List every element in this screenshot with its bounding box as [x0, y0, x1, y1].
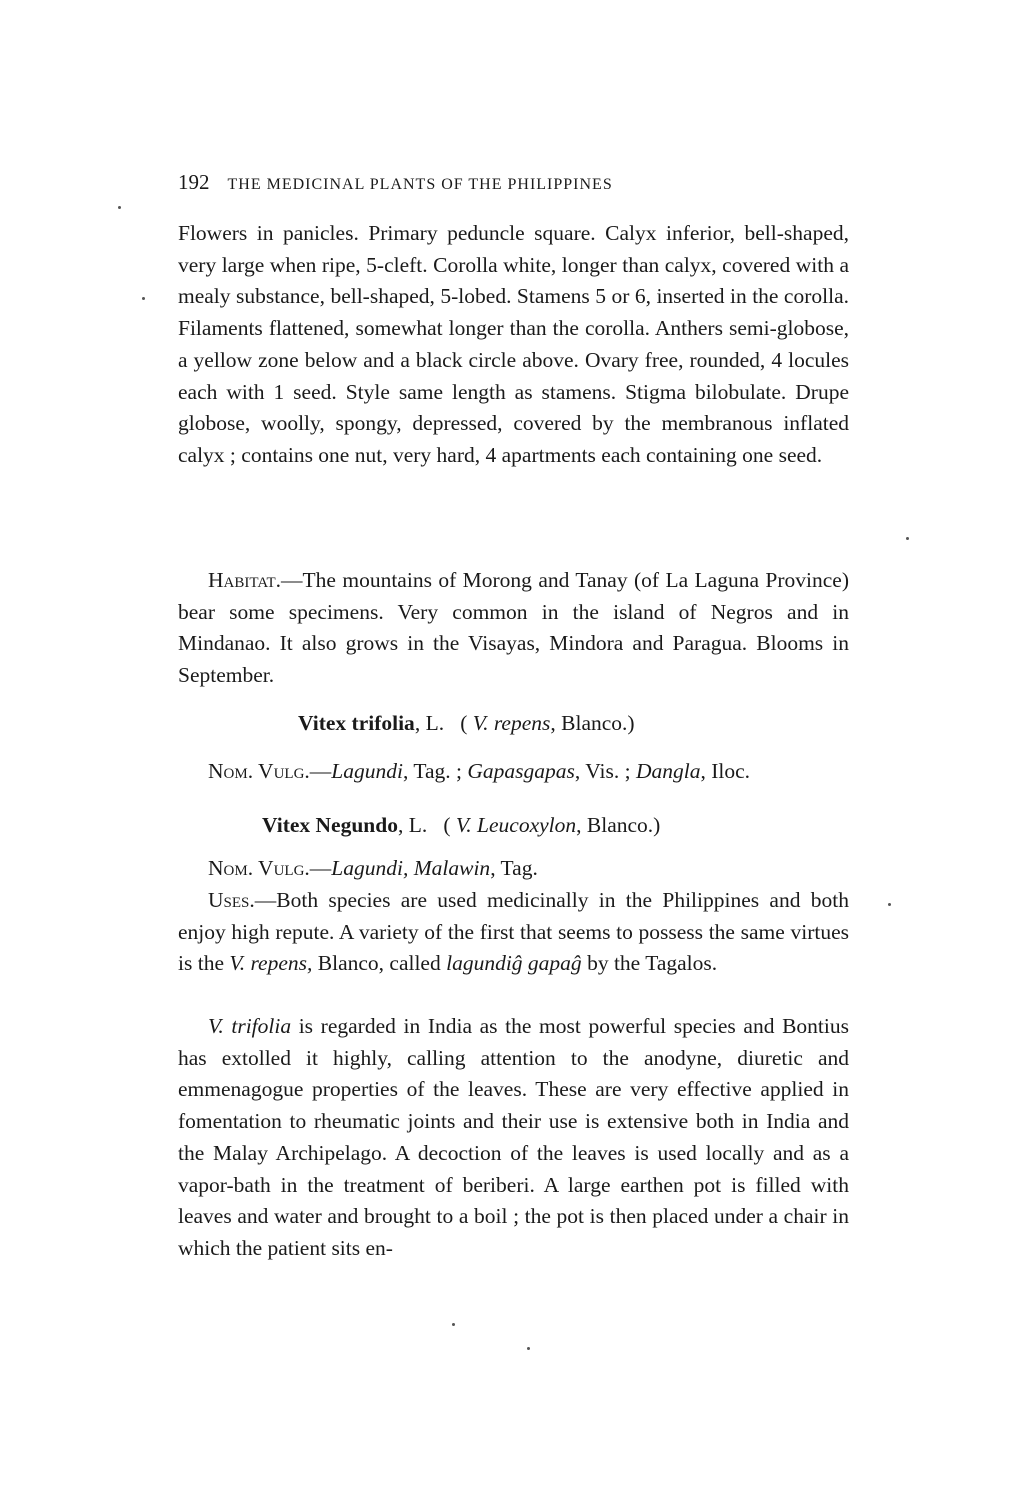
- synonym-author: , Blanco.): [576, 813, 661, 837]
- species-ref: V. trifolia: [208, 1014, 292, 1038]
- vernacular-name: Dangla: [635, 759, 701, 783]
- synonym: V. repens: [472, 711, 551, 735]
- uses-paragraph: [178, 885, 849, 980]
- scan-speck: [142, 297, 145, 300]
- running-title: THE MEDICINAL PLANTS OF THE PHILIPPINES: [227, 176, 613, 193]
- vernacular-names-negundo: [178, 853, 849, 885]
- vernacular-lang: , Tag. ;: [402, 759, 468, 783]
- uses-text: Both species are used medicinally in the Philippines and both enjoy high repute. A variety of the first that seems to possess the same virtues is the: [178, 888, 849, 976]
- running-header: [178, 170, 858, 200]
- uses-text: by the Tagalos.: [581, 951, 718, 976]
- nom-vulg-dash: —: [309, 856, 332, 880]
- uses-text: Blanco, called: [312, 951, 447, 976]
- nom-vulg-dash: —: [309, 759, 332, 783]
- trifolia-text: is regarded in India as the most powerful species and Bontius has extolled it highly, calling attention to the anodyne, diuretic and emmenagogue properties of the leaves. These are very effective applied in fomentation to rheumatic joints and their use is extensive both in India and the Malay Archipelago. A decoction of the leaves is used locally and as a vapor-bath in the treatment of beriberi. A large earthen pot is filled with leaves and water and brought to a boil ; the pot is then placed under a chair in which the patient sits en-: [178, 1014, 849, 1260]
- species-name: Vitex Negundo: [262, 813, 398, 837]
- species-author: , L.: [414, 711, 445, 735]
- uses-dash: —: [254, 888, 277, 912]
- habitat-paragraph: [178, 565, 849, 692]
- uses-label: Uses.: [208, 888, 255, 912]
- uses-italic: V. repens,: [229, 951, 313, 976]
- description-paragraph: Flowers in panicles. Primary peduncle square. Calyx inferior, bell-shaped, very large when ripe, 5-cleft. Corolla white, longer than calyx, covered with a mealy substance, bell-shaped, 5-lobed. Stamens 5 or 6, inserted in the corolla. Filaments flattened, somewhat longer than the corolla. Anthers semi-globose, a yellow zone below and a black circle above. Ovary free, rounded, 4 locules each with 1 seed. Style same length as stamens. Stigma bilobulate. Drupe globose, woolly, spongy, depressed, covered by the membranous inflated calyx ; contains one nut, very hard, 4 apartments each containing one seed.: [178, 221, 849, 467]
- synonym-author: , Blanco.): [550, 711, 635, 735]
- habitat-label: Habitat.: [208, 568, 282, 592]
- vernacular-names-trifolia: [178, 756, 849, 788]
- scan-speck: [118, 206, 121, 209]
- vernacular-lang: , Tag.: [490, 856, 538, 880]
- species-author: , L.: [397, 813, 428, 837]
- synonym-open: (: [443, 813, 451, 837]
- nom-vulg-label: Nom. Vulg.: [208, 856, 310, 880]
- uses-italic: lagundiĝ gapaĝ: [446, 951, 582, 976]
- vernacular-name: Gapasgapas: [467, 759, 575, 783]
- species-heading-vitex-negundo: [262, 813, 660, 838]
- synonym-open: (: [460, 711, 468, 735]
- habitat-text: The mountains of Morong and Tanay (of La Laguna Province) bear some specimens. Very common in the island of Negros and in Mindanao. It also grows in the Visayas, Mindora and Paragua. Blooms in September.: [178, 568, 849, 688]
- vernacular-lang: , Vis. ;: [574, 759, 636, 783]
- synonym: V. Leucoxylon: [455, 813, 577, 837]
- scan-speck: [452, 1323, 455, 1326]
- vernacular-name: Lagundi: [331, 759, 403, 783]
- vernacular-lang: , Iloc.: [700, 759, 750, 783]
- habitat-dash: —: [281, 568, 303, 592]
- scan-speck: [906, 537, 909, 540]
- species-name: Vitex trifolia: [298, 711, 415, 735]
- species-heading-vitex-trifolia: [298, 711, 635, 736]
- nom-vulg-label: Nom. Vulg.: [208, 759, 310, 783]
- scan-speck: [527, 1347, 530, 1350]
- scan-speck: [888, 903, 891, 906]
- trifolia-paragraph: [178, 1011, 849, 1265]
- page-number: 192: [178, 170, 210, 194]
- vernacular-names: Lagundi, Malawin: [331, 856, 491, 880]
